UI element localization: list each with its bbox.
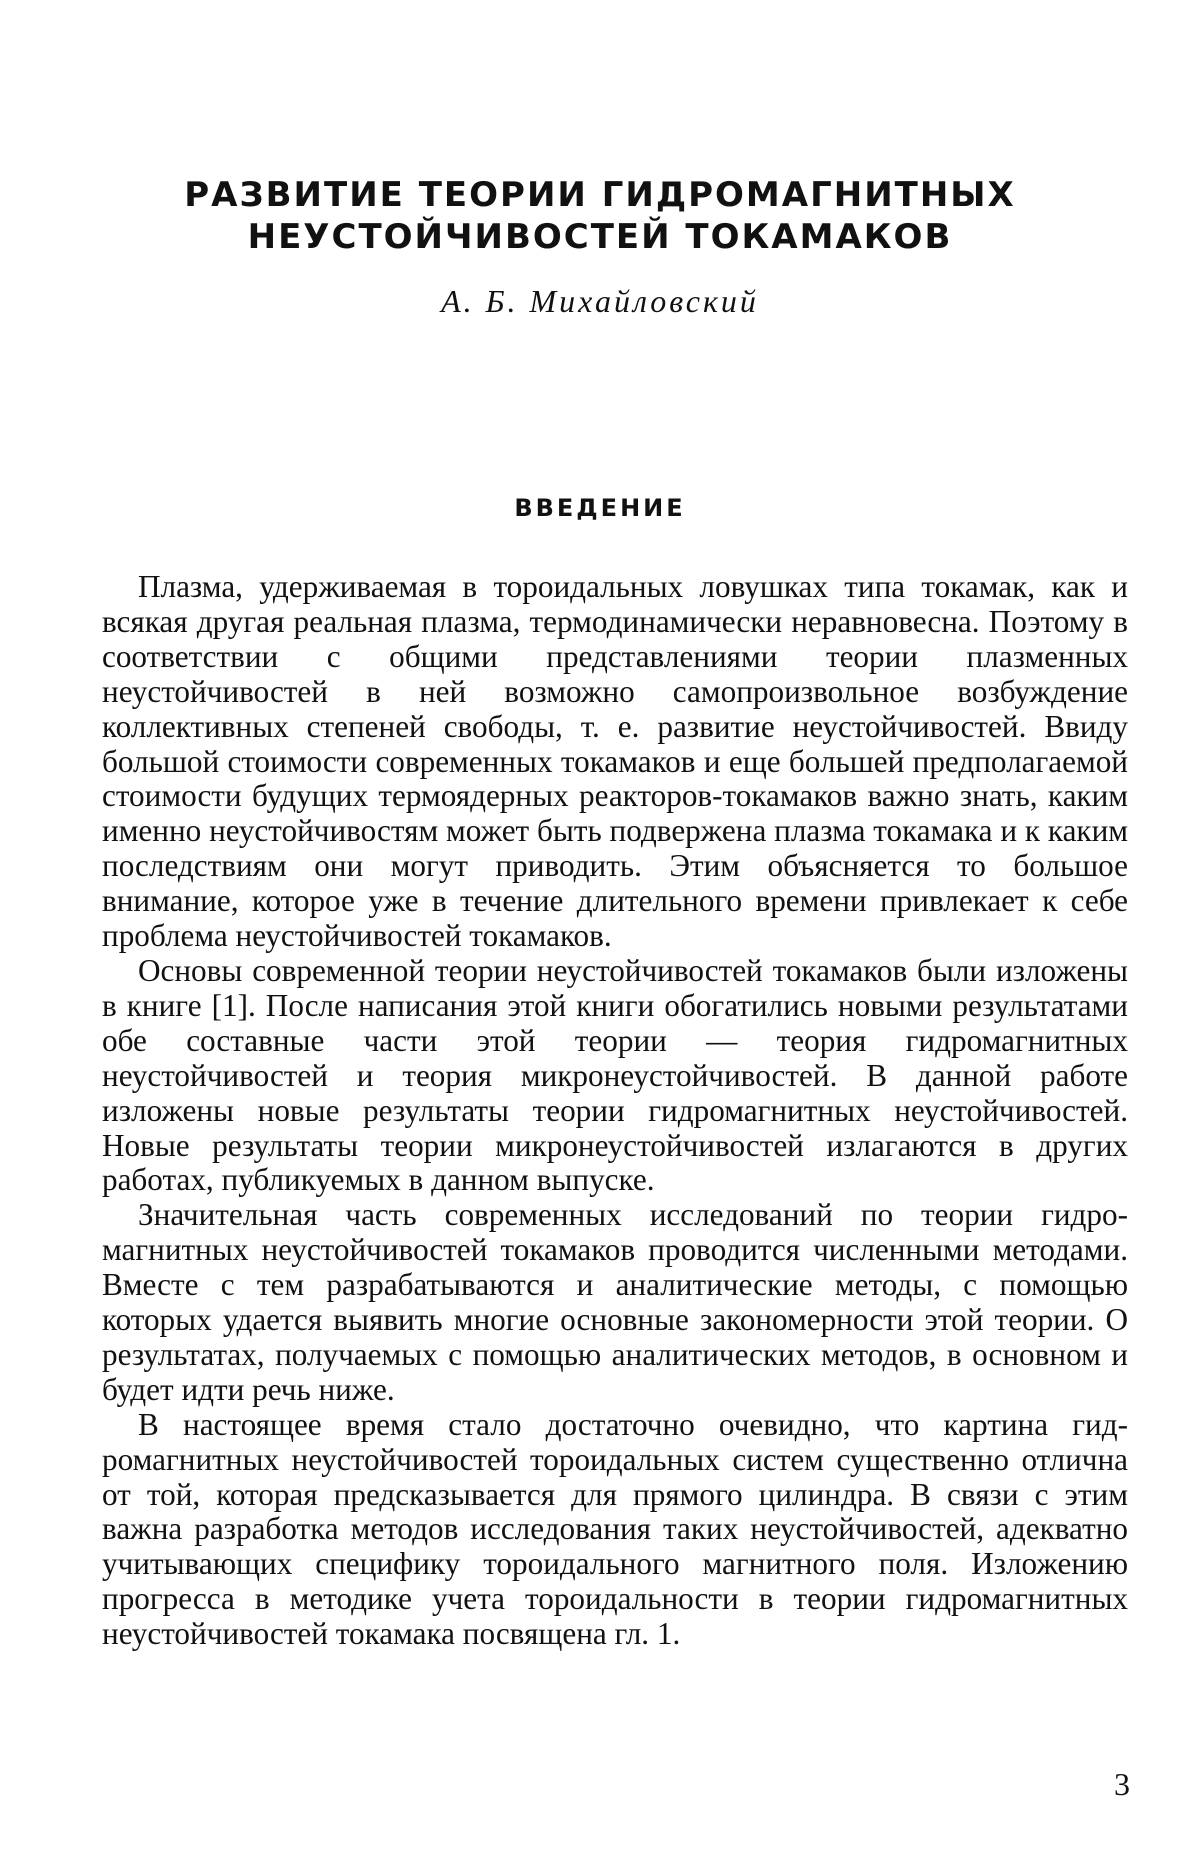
paragraph-3: Значительная часть современных исследований по теории гидромагнитных неустойчивостей токамаков проводится численными методами. Вместе с тем разрабатываются и аналитические методы, с помощью которых удается выявить многие основные закономерности этой теории. О результатах, получаемых с помощью аналитических методов, в основном и будет идти речь ниже. xyxy=(102,1197,1128,1407)
article-body xyxy=(102,570,1128,1652)
section-heading-introduction: ВВЕДЕНИЕ xyxy=(514,494,686,522)
paragraph-1: Плазма, удерживаемая в тороидальных ловушках типа токамак, как и всякая другая реальная плазма, термодинамически неравновесна. Поэтому в соответствии с общими представлениями теории плазменных неустойчивостей в ней возможно самопроизвольное возбуждение коллективных степеней свободы, т. е. развитие неустойчивостей. Ввиду большой стоимости современных токамаков и еще большей предполагаемой стоимости будущих термоядерных реакторов-токамаков важно знать, каким именно неустойчивостям может быть подвержена плазма токамака и к каким последствиям они могут приводить. Этим объясняется то большое внимание, которое уже в течение длительного времени привлекает к себе проблема неустойчивостей токамаков. xyxy=(102,569,1128,954)
article-title-line-2: НЕУСТОЙЧИВОСТЕЙ ТОКАМАКОВ xyxy=(247,217,953,257)
page-number: 3 xyxy=(1114,1766,1130,1802)
paragraph-2: Основы современной теории неустойчивостей токамаков были изложены в книге [1]. После написания этой книги обогатились новыми результатами обе составные части этой теории — теория гидромагнитных неустойчивостей и теория микронеустойчивостей. В данной работе изложены новые результаты теории гидромагнитных неустойчивостей. Новые результаты теории микронеустойчивостей излагаются в других работах, публикуемых в данном выпуске. xyxy=(102,952,1128,1198)
paragraph-4: В настоящее время стало достаточно очевидно, что картина гидромагнитных неустойчивостей тороидальных систем существенно отлична от той, которая предсказывается для прямого цилиндра. В связи с этим важна разработка методов исследования таких неустойчивостей, адекватно учитывающих специфику тороидального магнитного поля. Изложению прогресса в методике учета тороидальности в теории гидромагнитных неустойчивостей токамака посвящена гл. 1. xyxy=(102,1406,1128,1652)
article-author: А. Б. Михайловский xyxy=(441,283,759,319)
article-title-line-1: РАЗВИТИЕ ТЕОРИИ ГИДРОМАГНИТНЫХ xyxy=(184,175,1016,215)
article-title xyxy=(150,174,1050,258)
